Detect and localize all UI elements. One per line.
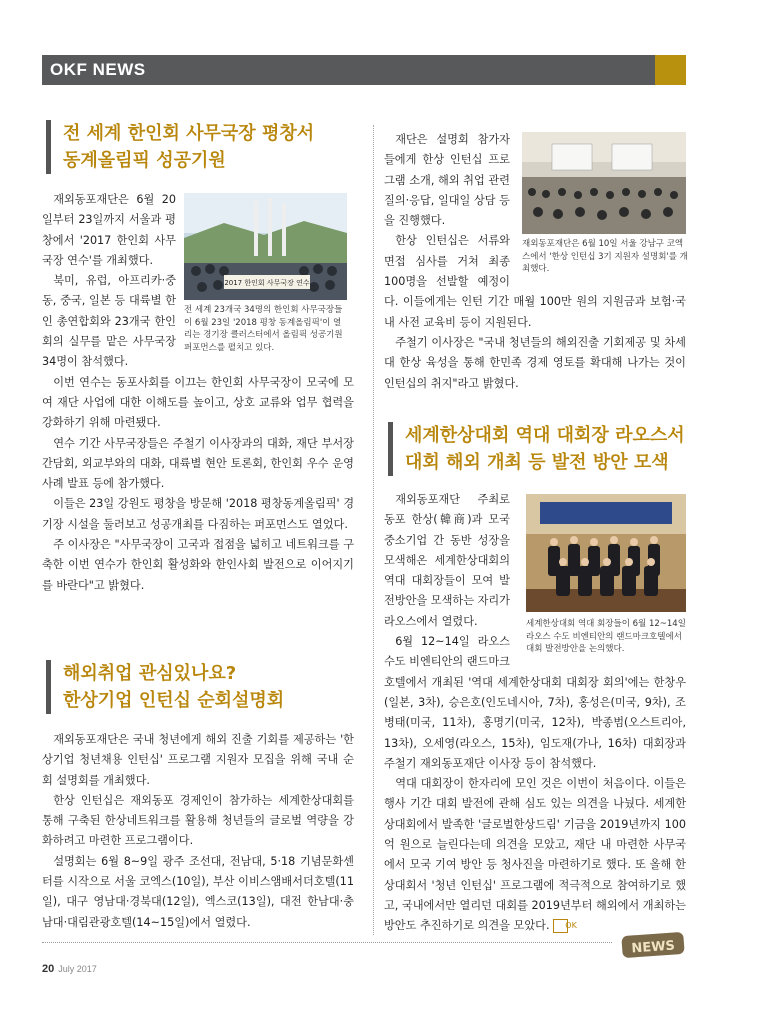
article2-paragraph: 한상 인턴십은 재외동포 경제인이 참가하는 세계한상대회를 통해 구축된 한상네트워크를 활용해 청년들의 글로벌 역량을 강화하려고 마련한 프로그램이다.	[42, 793, 354, 848]
article3-title-line1: 세계한상대회 역대 대회장 라오스서	[405, 425, 685, 446]
column-divider	[373, 125, 374, 935]
article2-paragraph: 재외동포재단은 국내 청년에게 해외 진출 기회를 제공하는 '한상기업 청년채용 인턴십' 프로그램 지원자 모집을 위해 국내 순회 설명회를 개최했다.	[42, 733, 354, 787]
article2-caption: 재외동포재단은 6월 10일 서울 강남구 코엑스에서 '한상 인턴십 3기 지원자 설명회'를 개최했다.	[522, 239, 688, 274]
article2-title	[46, 660, 284, 714]
meeting-group-photo-image	[526, 494, 686, 612]
header-accent-block	[655, 55, 686, 85]
section-title: OKF NEWS	[50, 60, 146, 79]
issue-date: July 2017	[58, 964, 97, 974]
article2-title-line1: 해외취업 관심있나요?	[63, 663, 237, 684]
article1-photo	[184, 193, 347, 300]
article1-title-line1: 전 세계 한인회 사무국장 평창서	[63, 123, 315, 144]
article1-paragraph: 이번 연수는 동포사회를 이끄는 한인회 사무국장이 모국에 모여 재단 사업에 대한 이해도를 높이고, 상호 교류와 업무 협력을 강화하기 위해 마련됐다.	[42, 375, 354, 430]
article3-title-line2: 대회 해외 개최 등 발전 방안 모색	[405, 452, 669, 473]
article2-body-left	[42, 730, 354, 933]
page-number: 20	[42, 963, 55, 975]
article1-paragraph: 이들은 23일 강원도 평창을 방문해 '2018 평창동계올림픽' 경기장 시설을 둘러보고 성공개최를 다짐하는 퍼포먼스도 열었다.	[42, 497, 354, 531]
article2-paragraph: 주철기 이사장은 "국내 청년들의 해외진출 기회제공 및 차세대 한상 육성을 통해 한민족 경제 영토를 확대해 나가는 것이 인턴십의 취지"라고 밝혔다.	[384, 335, 686, 390]
article3-caption: 세계한상대회 역대 회장들이 6월 12~14일 라오스 수도 비엔티안의 랜드마크호텔에서 대회 발전방안을 논의했다.	[526, 619, 686, 654]
seminar-photo-image	[522, 132, 686, 234]
section-header	[42, 55, 686, 85]
article1-paragraph: 북미, 유럽, 아프리카·중동, 중국, 일본 등 대륙별 한인 총연합회와 23개국 한인회의 실무를 맡은 사무국장 34명이 참석했다.	[42, 274, 176, 369]
article1-paragraph: 재외동포재단은 6월 20일부터 23일까지 서울과 평창에서 '2017 한인회 사무국장 연수'를 개최했다.	[42, 193, 176, 267]
page-footer	[42, 963, 97, 975]
article2-paragraph: 재단은 설명회 참가자들에게 한상 인턴십 프로그램 소개, 해외 취업 관련 질의·응답, 일대일 상담 등을 진행했다.	[384, 133, 510, 228]
article3-photo	[526, 494, 686, 612]
article3-paragraph: 6월 12~14일 라오스 수도 비엔티안의 랜드마크호텔에서 개최된 '역대 세계한상대회 대회장 회의'에는 한창우(일본, 3차), 승은호(인도네시아, 7차), 홍성은(미국, 9차), 조병태(미국, 11차), 홍명기(미국, 12차), 박종범(오스트리아, 13차), 오세영(라오스, 15차), 임도재(가나, 16차) 대회장과 주철기 재외동포재단 이사장 등이 참석했다.	[384, 635, 686, 770]
okf-end-mark-icon: OK	[553, 919, 568, 933]
article2-paragraph: 설명회는 6월 8~9일 광주 조선대, 전남대, 5·18 기념문화센터를 시작으로 서울 코엑스(10일), 부산 이비스앰배서더호텔(11일), 대구 영남대·경북대(12일), 엑스코(13일), 대전 한남대·충남대·대림관광호텔(14~15일)에서 열렸다.	[42, 854, 354, 929]
article1-title-line2: 동계올림픽 성공기원	[63, 150, 226, 171]
footer-divider	[42, 942, 612, 943]
article2-paragraph: 한상 인턴십은 서류와 면접 심사를 거쳐 최종 100명을 선발할 예정이다. 이들에게는 인턴 기간 매월 100만 원의 지원금과 보험·국내 사전 교육비 등이 지원된다.	[384, 234, 686, 329]
article1-paragraph: 연수 기간 사무국장들은 주철기 이사장과의 대화, 재단 부서장 간담회, 외교부와의 대화, 대륙별 현안 토론회, 한인회 우수 운영사례 발표 등에 참가했다.	[42, 436, 354, 491]
article3-title	[388, 422, 685, 476]
article1-caption: 전 세계 23개국 34명의 한인회 사무국장들이 6월 23일 '2018 평창 동계올림픽'이 열리는 경기장 클러스터에서 올림픽 성공기원 퍼포먼스를 펼치고 있다.	[184, 305, 343, 353]
article1-paragraph: 주 이사장은 "사무국장이 고국과 접점을 넓히고 네트워크를 구축한 이번 연수가 한인회 활성화와 한인사회 발전으로 이어지기를 바란다"고 밝혔다.	[42, 538, 354, 592]
article2-title-line2: 한상기업 인턴십 순회설명회	[63, 690, 285, 711]
article2-photo	[522, 132, 686, 234]
photo-banner-text: 2017 한인회 사무국장 연수	[224, 279, 310, 287]
article3-paragraph: 역대 대회장이 한자리에 모인 것은 이번이 처음이다. 이들은 행사 기간 대회 발전에 관해 심도 있는 의견을 나눴다. 세계한상대회에서 발족한 '글로벌한상드림' 기금을 2019년까지 100억 원으로 늘린다는데 의견을 모았고, 재단 내 마련한 사무국에서 모국 기여 방안 등 청사진을 마련하기로 했다. 또 올해 한상대회서 '청년 인턴십' 프로그램에 적극적으로 참여하기로 했고, 국내에서만 열리던 대회를 2019년부터 해외에서 개최하는 방안도 추진하기로 의견을 모았다.	[384, 777, 686, 933]
article1-title	[46, 120, 314, 174]
news-badge-icon	[620, 930, 686, 960]
group-photo-image	[184, 193, 347, 300]
article3-paragraph: 재외동포재단 주최로 동포 한상(韓商)과 모국 중소기업 간 동반 성장을 모색해온 세계한상대회의 역대 대회장들이 모여 발전방안을 모색하는 자리가 라오스에서 열렸다.	[384, 493, 510, 628]
news-badge-text: NEWS	[630, 938, 676, 957]
